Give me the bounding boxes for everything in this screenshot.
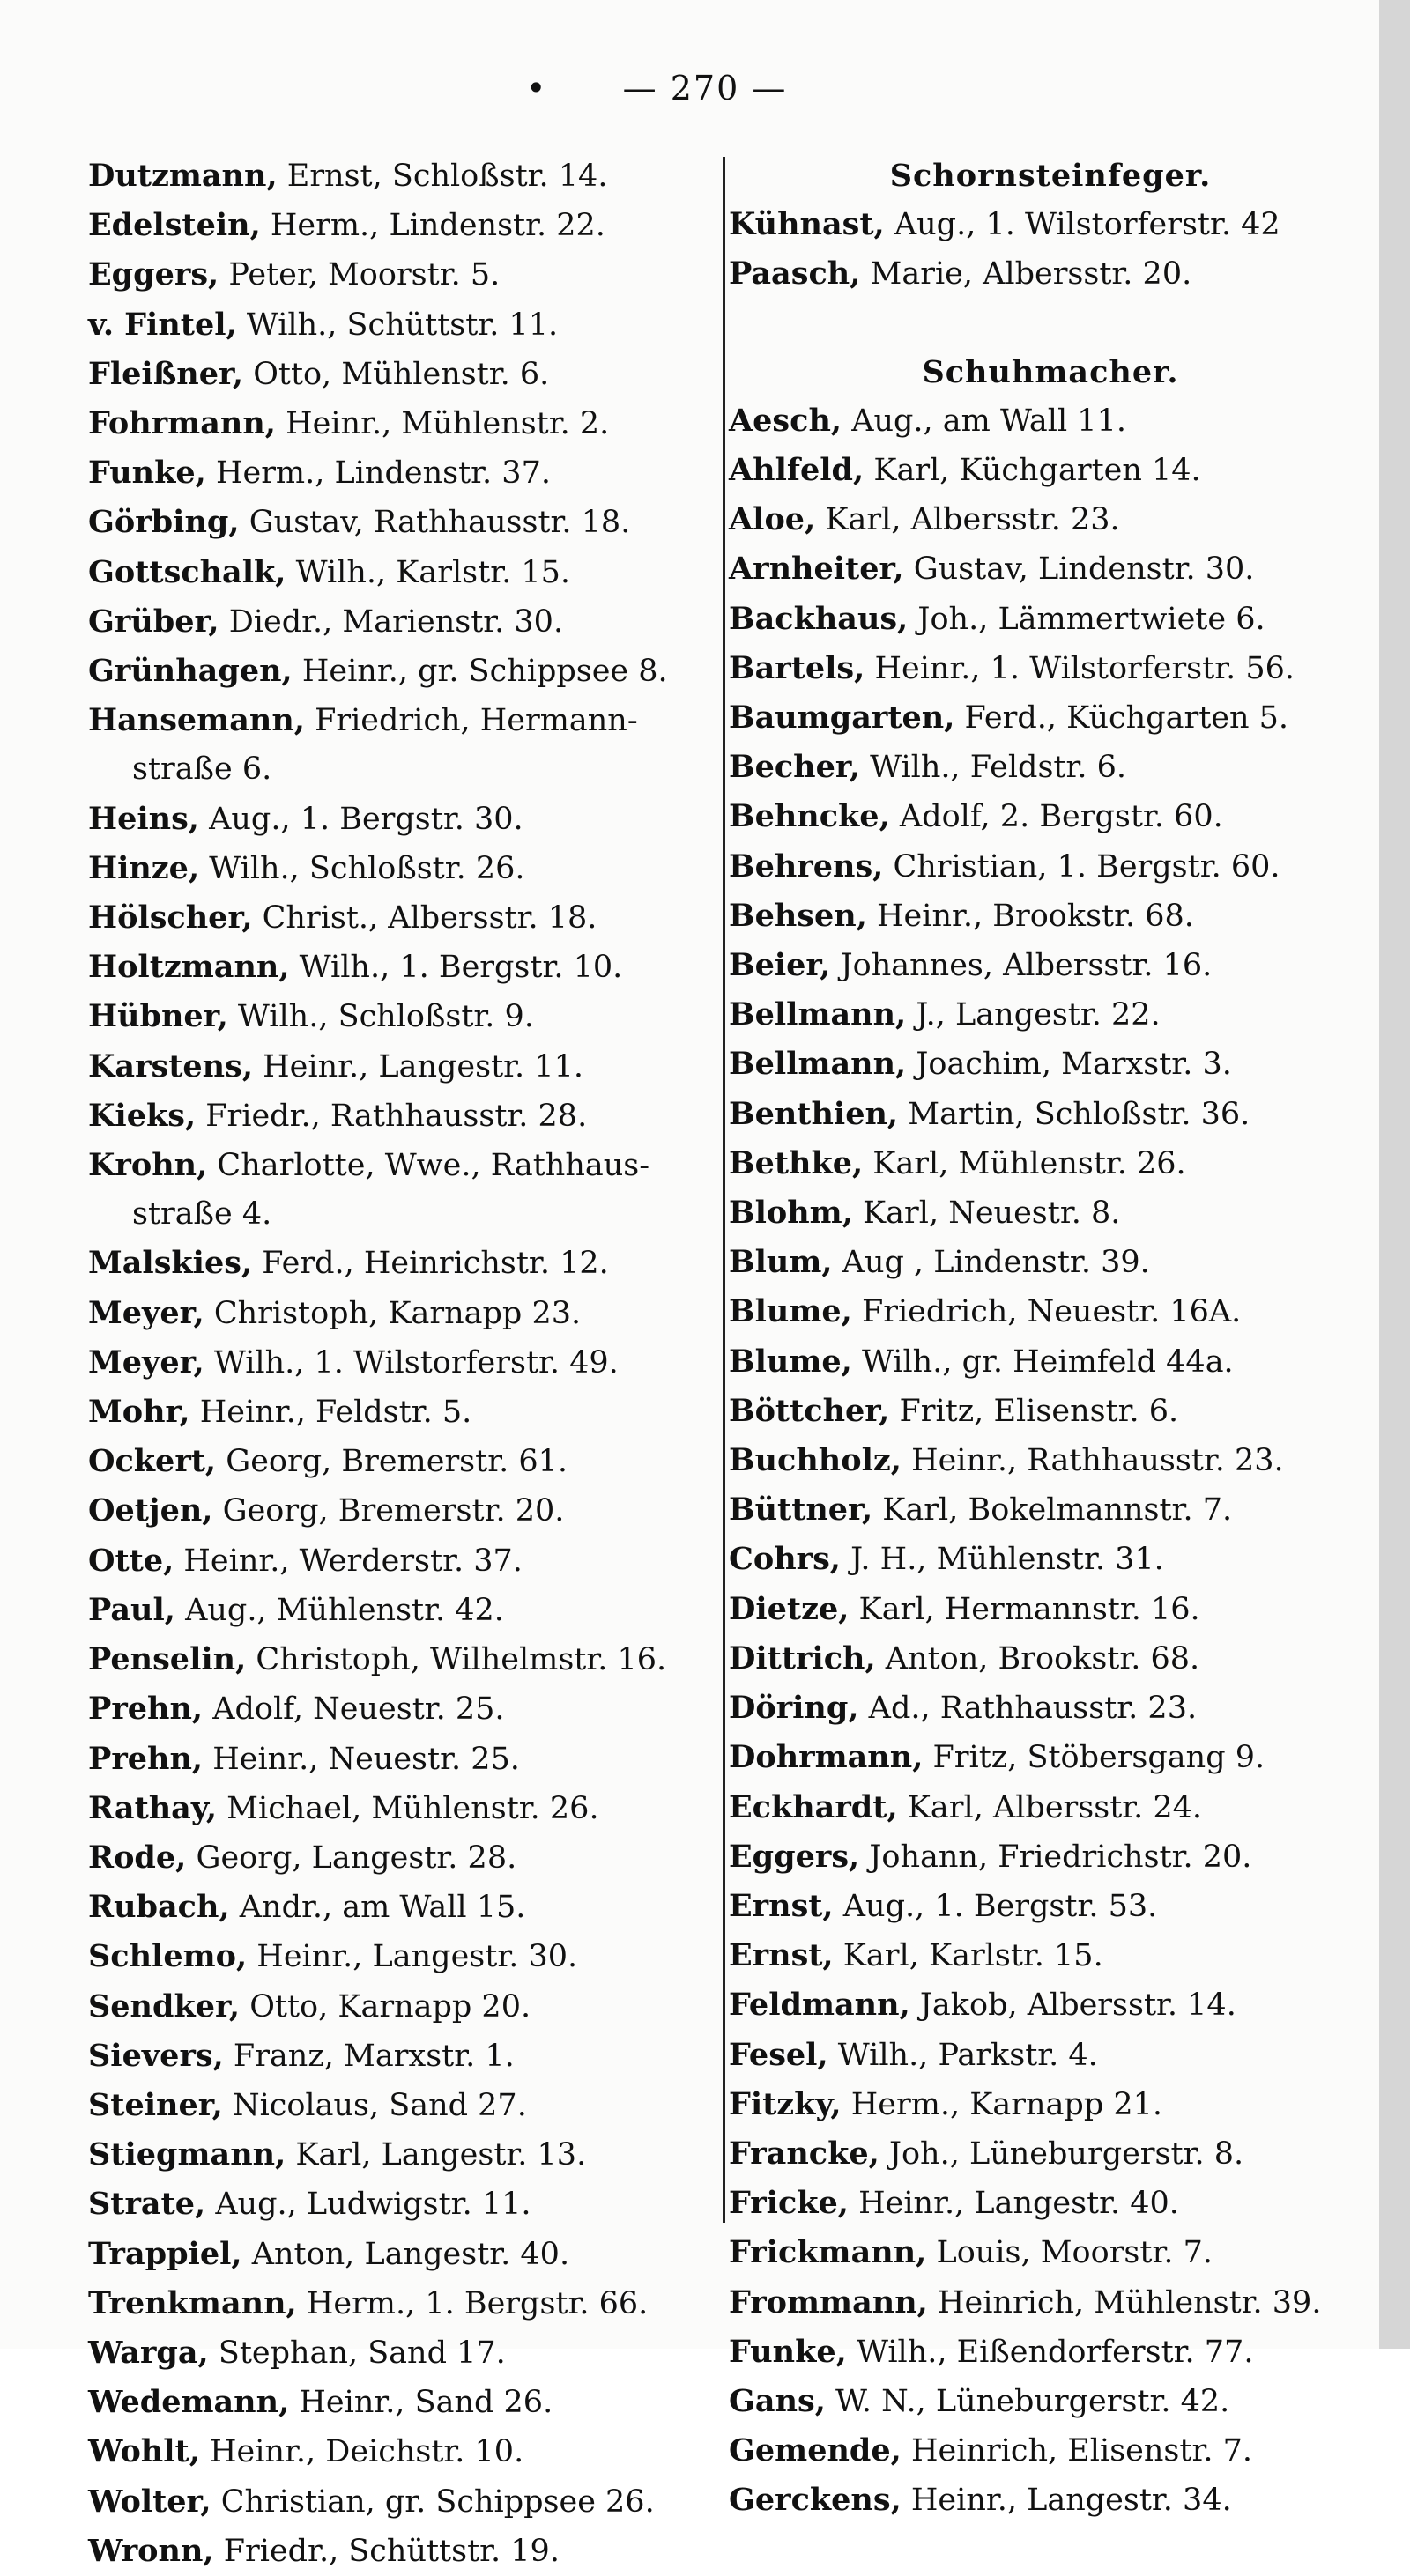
directory-entry [729,1585,1372,1634]
entry-details: Christ., Albersstr. 18. [252,900,597,936]
entry-surname: Wedemann, [88,2384,290,2421]
directory-entry [729,2476,1372,2525]
entry-surname: Bellmann, [729,1046,907,1083]
directory-entry [88,350,723,399]
directory-entry [729,2129,1372,2179]
entry-surname: Fesel, [729,2036,828,2073]
section-schuhmacher [729,396,1372,2526]
entry-surname: Bartels, [729,649,865,686]
entry-details: Wilh., Parkstr. 4. [827,2037,1098,2073]
entry-details: Anton, Brookstr. 68. [875,1640,1200,1677]
section-schornsteinfeger [729,200,1372,299]
directory-entry [88,992,723,1041]
entry-details: J., Langestr. 22. [906,997,1161,1033]
entry-details: Karl, Neuestr. 8. [852,1195,1121,1232]
entry-details: Christian, gr. Schippsee 26. [211,2483,655,2520]
entry-details: Franz, Marxstr. 1. [223,2038,515,2074]
column-divider [723,157,725,2223]
entry-surname: Heins, [88,800,199,837]
directory-entry [729,1387,1372,1436]
entry-details: Karl, Karlstr. 15. [833,1938,1103,1974]
directory-entry [729,1733,1372,1782]
entry-details: Karl, Küchgarten 14. [864,453,1201,489]
directory-entry [729,2426,1372,2476]
entry-details: Heinrich, Elisenstr. 7. [901,2433,1252,2469]
directory-entry [729,1634,1372,1684]
entry-surname: Prehn, [88,1740,204,1777]
directory-entry [729,1238,1372,1287]
entry-surname: Rubach, [88,1889,230,1926]
entry-details: Friedr., Rathhausstr. 28. [196,1098,588,1134]
directory-entry [729,2228,1372,2277]
directory-entry [88,152,723,201]
entry-surname: Stiegmann, [88,2136,286,2173]
entry-details: Stephan, Sand 17. [208,2335,506,2371]
entry-details: Peter, Moorstr. 5. [219,257,501,293]
entry-surname: Grünhagen, [88,653,293,690]
entry-details: Otto, Karnapp 20. [240,1988,531,2025]
entry-surname: Benthien, [729,1095,899,1132]
entry-surname: Edelstein, [88,207,261,244]
entry-details: Marie, Albersstr. 20. [860,256,1192,292]
page-bullet: • [526,69,546,107]
directory-entry [88,2427,723,2476]
directory-entry [88,201,723,250]
entry-details: Georg, Langestr. 28. [186,1839,517,1876]
directory-entry [88,696,723,745]
entry-surname: Rode, [88,1839,187,1876]
entry-details: Joachim, Marxstr. 3. [906,1047,1232,1083]
entry-details: Georg, Bremerstr. 20. [212,1493,565,1529]
directory-entry [729,892,1372,941]
entry-details: Karl, Mühlenstr. 26. [863,1145,1186,1181]
entry-details: Heinr., gr. Schippsee 8. [292,654,668,690]
entry-surname: v. Fintel, [88,306,237,343]
entry-details: Wilh., Eißendorferstr. 77. [846,2334,1254,2370]
directory-entry [729,1684,1372,1733]
directory-entry [88,1141,723,1190]
directory-entry [88,795,723,844]
entry-details: Karl, Albersstr. 23. [815,502,1120,538]
entry-details: Friedrich, Neuestr. 16A. [851,1294,1242,1330]
entry-surname: Hölscher, [88,899,253,936]
directory-entry [729,990,1372,1040]
entry-details: Gustav, Rathhausstr. 18. [239,505,631,541]
entry-surname: Wolter, [88,2483,212,2520]
entry-surname: Becher, [729,749,860,786]
page-gutter [1379,0,1410,2349]
entry-details: Ferd., Heinrichstr. 12. [252,1246,609,1282]
entry-details: Heinr., Langestr. 11. [253,1048,583,1084]
directory-entry [729,1040,1372,1089]
directory-entry [88,1833,723,1883]
entry-details: Adolf, Neuestr. 25. [203,1691,505,1728]
directory-entry [88,647,723,696]
section-title-schuhmacher: Schuhmacher. [922,353,1179,390]
directory-entry [88,893,723,943]
entry-details: Heinr., Langestr. 30. [247,1939,578,1975]
directory-entry [729,2031,1372,2080]
directory-entry [88,2527,723,2576]
directory-entry [729,200,1372,249]
directory-entry [88,250,723,300]
directory-entry [729,941,1372,990]
directory-entry [88,1486,723,1536]
entry-surname: Backhaus, [729,600,909,637]
entry-surname: Trappiel, [88,2235,242,2272]
entry-surname: Hübner, [88,998,228,1035]
entry-surname: Mohr, [88,1394,190,1431]
entry-surname: Gans, [729,2382,826,2419]
entry-surname: Dutzmann, [88,158,278,194]
entry-surname: Frommann, [729,2284,928,2321]
entry-surname: Bethke, [729,1144,864,1181]
directory-entry [88,1092,723,1141]
entry-details: Friedr., Schüttstr. 19. [213,2533,560,2569]
entry-details: Wilh., 1. Bergstr. 10. [289,950,623,986]
directory-entry [88,1932,723,1981]
entry-surname: Eggers, [729,1838,860,1875]
entry-surname: Sievers, [88,2037,224,2074]
entry-surname: Kühnast, [729,206,885,243]
entry-surname: Beier, [729,947,831,984]
entry-surname: Oetjen, [88,1492,213,1529]
directory-entry [729,1090,1372,1139]
entry-surname: Eckhardt, [729,1788,898,1825]
directory-entry [88,844,723,893]
entry-continuation: straße 4. [132,1196,272,1232]
entry-details: Wilh., Feldstr. 6. [859,750,1126,786]
entry-details: Johann, Friedrichstr. 20. [859,1839,1252,1875]
entry-details: Anton, Langestr. 40. [241,2236,570,2272]
entry-surname: Dohrmann, [729,1739,924,1776]
directory-entry [88,448,723,498]
entry-surname: Wronn, [88,2532,214,2569]
entry-surname: Ernst, [729,1887,834,1924]
directory-entry [729,1535,1372,1584]
directory-entry [88,1684,723,1734]
right-column [729,152,1372,2526]
entry-details: Aug , Lindenstr. 39. [832,1245,1150,1281]
entry-surname: Böttcher, [729,1392,890,1429]
directory-entry [88,1883,723,1932]
entry-details: Heinr., Neuestr. 25. [203,1741,520,1777]
entry-details: Fritz, Elisenstr. 6. [889,1393,1179,1429]
directory-entry [729,743,1372,792]
directory-entry [729,396,1372,446]
entry-details: Heinr., Mühlenstr. 2. [275,406,610,442]
entry-surname: Ernst, [729,1937,834,1974]
entry-details: Heinr., Werderstr. 37. [174,1543,523,1579]
directory-entry [88,2032,723,2081]
entry-surname: Prehn, [88,1691,204,1728]
directory-entry [729,544,1372,594]
entry-surname: Blume, [729,1293,852,1330]
directory-entry [729,1287,1372,1336]
entry-details: Herm., Lindenstr. 22. [260,208,605,244]
entry-surname: Rathay, [88,1789,218,1826]
directory-entry [88,1437,723,1486]
entry-details: Aug., am Wall 11. [842,403,1126,439]
directory-entry [729,1139,1372,1188]
entry-details: Jakob, Albersstr. 14. [909,1988,1236,2024]
entry-details: Gustav, Lindenstr. 30. [903,551,1255,588]
entry-details: Heinr., Brookstr. 68. [866,898,1194,934]
entry-details: Christoph, Wilhelmstr. 16. [246,1642,667,1678]
entry-details: Heinr., Feldstr. 5. [189,1395,472,1431]
entry-details: Joh., Lüneburgerstr. 8. [879,2136,1244,2172]
entry-details: Aug., 1. Bergstr. 30. [198,801,523,837]
entry-details: Louis, Moorstr. 7. [926,2235,1213,2271]
entry-details: Wilh., Karlstr. 15. [286,554,571,590]
entry-surname: Warga, [88,2334,209,2371]
entry-surname: Blume, [729,1343,852,1380]
entry-details: Aug., Mühlenstr. 42. [174,1592,504,1628]
entry-surname: Dietze, [729,1590,850,1627]
entry-surname: Otte, [88,1542,174,1579]
entry-surname: Karstens, [88,1047,254,1084]
entry-surname: Malskies, [88,1245,253,1282]
directory-entry [729,1980,1372,2030]
directory-entry [729,792,1372,841]
entry-surname: Feldmann, [729,1987,910,2024]
entry-details: Heinr., Rathhausstr. 23. [901,1443,1284,1479]
entry-surname: Gerckens, [729,2482,902,2519]
entry-details: Friedrich, Hermann- [304,703,638,739]
left-column [88,152,723,2576]
entry-details: Heinrich, Mühlenstr. 39. [927,2284,1322,2321]
entry-details: Wilh., Schüttstr. 11. [236,307,559,343]
directory-entry [729,446,1372,495]
directory-entry [88,597,723,647]
directory-entry [88,498,723,547]
directory-entry [729,2080,1372,2129]
directory-entry [729,1832,1372,1882]
directory-entry [88,548,723,597]
entry-surname: Krohn, [88,1147,208,1184]
entry-surname: Aloe, [729,501,816,538]
entry-surname: Meyer, [88,1344,204,1381]
directory-entry [88,399,723,448]
entry-surname: Ockert, [88,1443,217,1480]
entry-details: Michael, Mühlenstr. 26. [217,1790,599,1826]
entry-details: Martin, Schloßstr. 36. [898,1096,1250,1132]
entry-details: Herm., 1. Bergstr. 66. [296,2285,649,2321]
entry-details: Andr., am Wall 15. [229,1890,526,1926]
directory-entry [88,1586,723,1635]
entry-details: Georg, Bremerstr. 61. [216,1444,568,1480]
entry-surname: Holtzmann, [88,949,290,986]
entry-surname: Cohrs, [729,1541,841,1578]
entry-details: Karl, Hermannstr. 16. [849,1591,1200,1627]
entry-surname: Steiner, [88,2086,223,2123]
entry-details: Karl, Albersstr. 24. [897,1789,1203,1825]
entry-surname: Aesch, [729,402,842,439]
directory-entry [88,2230,723,2279]
entry-details: Charlotte, Wwe., Rathhaus- [207,1148,650,1184]
entry-details: Wilh., Schloßstr. 26. [199,850,525,886]
entry-surname: Ahlfeld, [729,452,865,489]
entry-details: Joh., Lämmertwiete 6. [908,601,1265,637]
page-number: — 270 — [622,69,788,107]
entry-surname: Hinze, [88,849,200,886]
directory-entry [729,2328,1372,2377]
entry-surname: Penselin, [88,1641,247,1678]
entry-surname: Paul, [88,1591,175,1628]
entry-details: Aug., 1. Wilstorferstr. 42 [884,207,1280,243]
entry-details: Nicolaus, Sand 27. [222,2087,527,2123]
directory-entry [88,1536,723,1586]
entry-surname: Dittrich, [729,1640,876,1677]
directory-entry [88,2081,723,2130]
entry-surname: Schlemo, [88,1938,248,1975]
entry-details: Ernst, Schloßstr. 14. [277,159,608,194]
directory-entry [729,495,1372,544]
directory-entry [729,1188,1372,1238]
directory-entry [729,249,1372,299]
entry-details: Karl, Bokelmannstr. 7. [872,1492,1233,1529]
directory-entry [88,1982,723,2032]
entry-continuation: straße 6. [132,751,272,788]
directory-entry [729,1783,1372,1832]
entry-surname: Bellmann, [729,996,907,1033]
entry-details: Christoph, Karnapp 23. [204,1295,582,1331]
directory-entry [729,595,1372,644]
entry-details: J. H., Mühlenstr. 31. [840,1542,1164,1578]
entry-surname: Behrens, [729,848,884,885]
entry-surname: Görbing, [88,504,240,541]
entry-surname: Fleißner, [88,355,244,392]
entry-surname: Behncke, [729,798,890,835]
entry-surname: Grüber, [88,603,219,640]
directory-entry [729,842,1372,892]
entry-surname: Meyer, [88,1294,204,1331]
entry-details: Christian, 1. Bergstr. 60. [883,848,1280,885]
directory-entry [88,300,723,350]
directory-entry [729,1337,1372,1387]
entry-details: Heinr., 1. Wilstorferstr. 56. [865,650,1295,686]
entry-details: Otto, Mühlenstr. 6. [243,356,550,392]
entry-surname: Fricke, [729,2185,849,2222]
entry-details: Heinr., Langestr. 34. [901,2483,1232,2519]
directory-entry [88,1289,723,1338]
entry-details: Aug., 1. Bergstr. 53. [833,1888,1158,1924]
entry-surname: Behsen, [729,897,867,934]
entry-surname: Trenkmann, [88,2284,297,2321]
directory-entry [88,2378,723,2427]
directory-entry [88,1042,723,1092]
directory-entry [88,1239,723,1288]
directory-entry [729,644,1372,693]
directory-entry [729,1436,1372,1485]
entry-details: Aug., Ludwigstr. 11. [205,2187,531,2223]
directory-entry [88,2477,723,2527]
entry-surname: Fitzky, [729,2085,842,2122]
entry-details: Ferd., Küchgarten 5. [954,700,1289,737]
directory-entry [88,2328,723,2378]
entry-surname: Buchholz, [729,1442,902,1479]
entry-surname: Paasch, [729,255,861,292]
entry-details: Karl, Langestr. 13. [286,2137,587,2173]
directory-entry [729,2179,1372,2228]
entry-details: Ad., Rathhausstr. 23. [858,1691,1198,1727]
entry-details: Diedr., Marienstr. 30. [219,603,564,640]
directory-entry [88,1784,723,1833]
entry-surname: Francke, [729,2135,879,2172]
directory-entry [88,2180,723,2229]
directory-entry [88,1388,723,1437]
entry-details: Fritz, Stöbersgang 9. [923,1740,1265,1776]
directory-entry [729,1882,1372,1931]
entry-surname: Döring, [729,1690,859,1727]
entry-details: Heinr., Deichstr. 10. [199,2434,524,2470]
entry-surname: Funke, [729,2333,847,2370]
directory-entry [729,2377,1372,2426]
entry-details: Herm., Karnapp 21. [841,2086,1163,2122]
entry-surname: Kieks, [88,1097,197,1134]
entry-details: Heinr., Langestr. 40. [848,2186,1179,2222]
entry-details: Johannes, Albersstr. 16. [830,948,1213,984]
directory-entry [88,1338,723,1388]
directory-entry [729,1485,1372,1535]
entry-details: Wilh., gr. Heimfeld 44a. [851,1344,1234,1380]
directory-entry [729,1931,1372,1980]
directory-entry [729,2278,1372,2328]
entry-details: Herm., Lindenstr. 37. [205,455,551,492]
entry-surname: Büttner, [729,1492,873,1529]
directory-entry [88,2130,723,2180]
entry-surname: Eggers, [88,256,219,293]
directory-entry [729,693,1372,743]
entry-surname: Strate, [88,2186,206,2223]
directory-entry [88,1735,723,1784]
entry-details: W. N., Lüneburgerstr. 42. [825,2383,1230,2419]
entry-surname: Baumgarten, [729,700,955,737]
entry-surname: Sendker, [88,1988,241,2025]
entry-surname: Blohm, [729,1195,853,1232]
entry-details: Heinr., Sand 26. [289,2385,553,2421]
entry-details: Wilh., 1. Wilstorferstr. 49. [204,1344,619,1381]
entry-surname: Gottschalk, [88,553,286,590]
entry-surname: Frickmann, [729,2234,927,2271]
section-gap [729,300,1372,348]
section-title-schornsteinfeger: Schornsteinfeger. [889,158,1212,194]
entry-surname: Gemende, [729,2432,902,2469]
directory-entry [88,2279,723,2328]
entry-details: Wilh., Schloßstr. 9. [227,999,534,1035]
entry-surname: Wohlt, [88,2433,200,2470]
entry-surname: Blum, [729,1244,833,1281]
entry-surname: Fohrmann, [88,405,276,442]
entry-surname: Funke, [88,455,206,492]
directory-entry [88,943,723,992]
directory-entry [88,1635,723,1684]
entry-surname: Hansemann, [88,702,305,739]
entry-surname: Arnheiter, [729,551,904,588]
entry-details: Adolf, 2. Bergstr. 60. [889,799,1223,835]
